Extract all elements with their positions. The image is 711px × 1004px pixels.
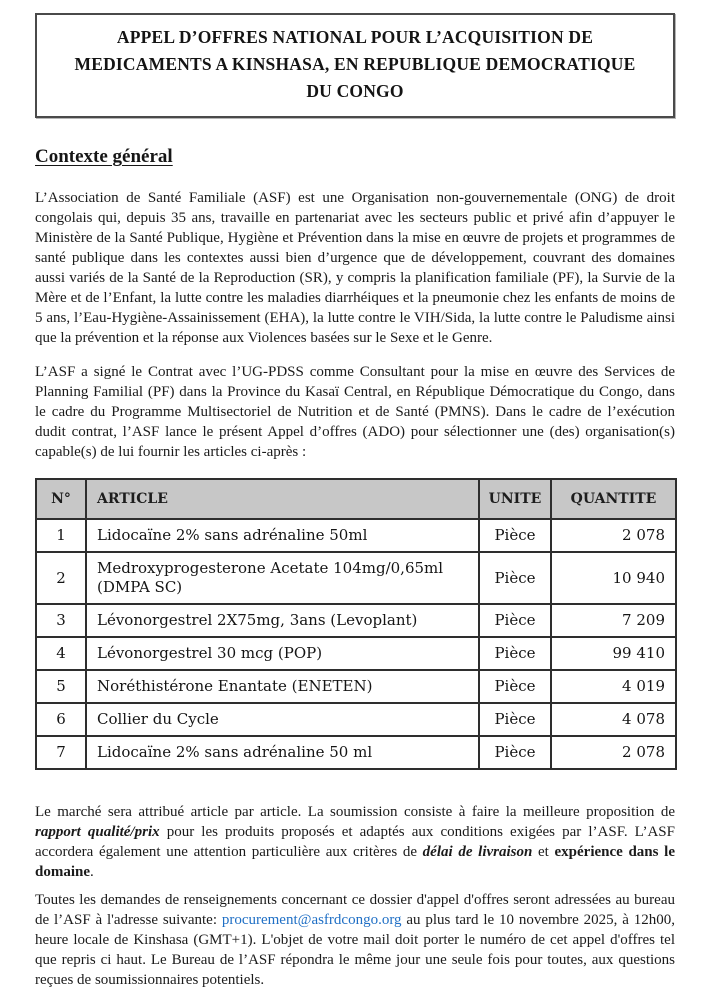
- column-header-num: N°: [36, 479, 86, 519]
- table-row: [36, 552, 676, 604]
- articles-table-header: [36, 479, 676, 519]
- cell-article: Collier du Cycle: [86, 703, 479, 736]
- cell-article: Lidocaïne 2% sans adrénaline 50 ml: [86, 736, 479, 769]
- table-row: [36, 637, 676, 670]
- table-row: [36, 736, 676, 769]
- cell-unit: Pièce: [479, 604, 551, 637]
- column-header-article: ARTICLE: [86, 479, 479, 519]
- table-row: [36, 670, 676, 703]
- cell-qty: 7 209: [551, 604, 676, 637]
- paragraph-award-criteria: [35, 802, 675, 882]
- cell-qty: 4 019: [551, 670, 676, 703]
- text-segment: pour les produits proposés et adaptés aux conditions exigées par l’ASF. L’ASF accordera également une attention particulière aux critères de: [35, 824, 675, 860]
- title-box: [35, 13, 675, 118]
- text-segment: Le marché sera attribué article par article. La soumission consiste à faire la meilleure proposition de: [35, 804, 675, 820]
- articles-table-body: [36, 519, 676, 769]
- cell-unit: Pièce: [479, 736, 551, 769]
- cell-num: 1: [36, 519, 86, 552]
- column-header-unit: UNITE: [479, 479, 551, 519]
- table-row: [36, 604, 676, 637]
- text-segment: Toutes les demandes de renseignements concernant ce dossier d'appel d'offres seront adressées au bureau de l’ASF à l'adresse suivante:: [35, 892, 675, 928]
- document-title: [55, 24, 655, 105]
- paragraph-context-1: L’Association de Santé Familiale (ASF) est une Organisation non-gouvernementale (ONG) de droit congolais qui, depuis 35 ans, travaille en partenariat avec les secteurs public et privé afin d’appuyer le Ministère de la Santé Publique, Hygiène et Prévention dans la mise en œuvre de projets et programmes de santé publique dans les contextes aussi bien d’urgence que de développement, couvrant des domaines aussi variés de la Santé de la Reproduction (SR), y compris la planification familiale (PF), la Survie de la Mère et de l’Enfant, la lutte contre les maladies diarrhéiques et la pneumonie chez les enfants de moins de 5 ans, l’Eau-Hygiène-Assainissement (EHA), la lutte contre le VIH/Sida, la lutte contre le Paludisme ainsi que la prévention et la réponse aux Violences basées sur le Sexe et le Genre.: [35, 190, 675, 346]
- text-segment: délai de livraison: [422, 844, 533, 860]
- cell-qty: 2 078: [551, 736, 676, 769]
- cell-num: 4: [36, 637, 86, 670]
- paragraph-contact-info: [35, 890, 675, 990]
- cell-unit: Pièce: [479, 552, 551, 604]
- cell-article: Lidocaïne 2% sans adrénaline 50ml: [86, 519, 479, 552]
- cell-num: 6: [36, 703, 86, 736]
- header-row: [36, 479, 676, 519]
- cell-num: 3: [36, 604, 86, 637]
- paragraph-context-2: L’ASF a signé le Contrat avec l’UG-PDSS comme Consultant pour la mise en œuvre des Services de Planning Familial (PF) dans la Province du Kasaï Central, en République Démocratique du Congo, dans le cadre du Programme Multisectoriel de Nutrition et de Santé (PMNS). Dans le cadre de l’exécution dudit contrat, l’ASF lance le présent Appel d’offres (ADO) pour sélectionner une (des) organisation(s) capable(s) de lui fournir les articles ci-après :: [35, 364, 675, 460]
- cell-qty: 2 078: [551, 519, 676, 552]
- text-segment: expérience dans le domaine: [35, 844, 675, 880]
- text-segment: au plus tard le 10 novembre 2025, à 12h00, heure locale de Kinshasa (GMT+1). L'objet de votre mail doit porter le numéro de cet appel d'offres tel que repris ci haut. Le Bureau de l’ASF répondra le même jour une seule fois pour toutes, aux questions reçues de soumissionnaires potentiels.: [35, 912, 675, 988]
- cell-num: 2: [36, 552, 86, 604]
- cell-unit: Pièce: [479, 670, 551, 703]
- title-line: DU CONGO: [306, 81, 404, 101]
- section-heading: Contexte général: [35, 146, 173, 167]
- cell-article: Lévonorgestrel 30 mcg (POP): [86, 637, 479, 670]
- cell-qty: 99 410: [551, 637, 676, 670]
- cell-unit: Pièce: [479, 703, 551, 736]
- column-header-qty: QUANTITE: [551, 479, 676, 519]
- title-line: APPEL D’OFFRES NATIONAL POUR L’ACQUISITION DE: [116, 27, 594, 47]
- cell-qty: 4 078: [551, 703, 676, 736]
- articles-table: [35, 478, 677, 770]
- cell-unit: Pièce: [479, 519, 551, 552]
- cell-unit: Pièce: [479, 637, 551, 670]
- table-row: [36, 703, 676, 736]
- cell-num: 5: [36, 670, 86, 703]
- text-segment: .: [90, 864, 94, 880]
- cell-article: Lévonorgestrel 2X75mg, 3ans (Levoplant): [86, 604, 479, 637]
- table-row: [36, 519, 676, 552]
- title-line: MEDICAMENTS A KINSHASA, EN REPUBLIQUE DEMOCRATIQUE: [74, 54, 636, 74]
- email-link[interactable]: procurement@asfrdcongo.org: [221, 912, 402, 928]
- cell-num: 7: [36, 736, 86, 769]
- cell-article: Noréthistérone Enantate (ENETEN): [86, 670, 479, 703]
- text-segment: rapport qualité/prix: [35, 824, 160, 840]
- text-segment: et: [532, 844, 555, 860]
- cell-qty: 10 940: [551, 552, 676, 604]
- cell-article: Medroxyprogesterone Acetate 104mg/0,65ml (DMPA SC): [86, 552, 479, 604]
